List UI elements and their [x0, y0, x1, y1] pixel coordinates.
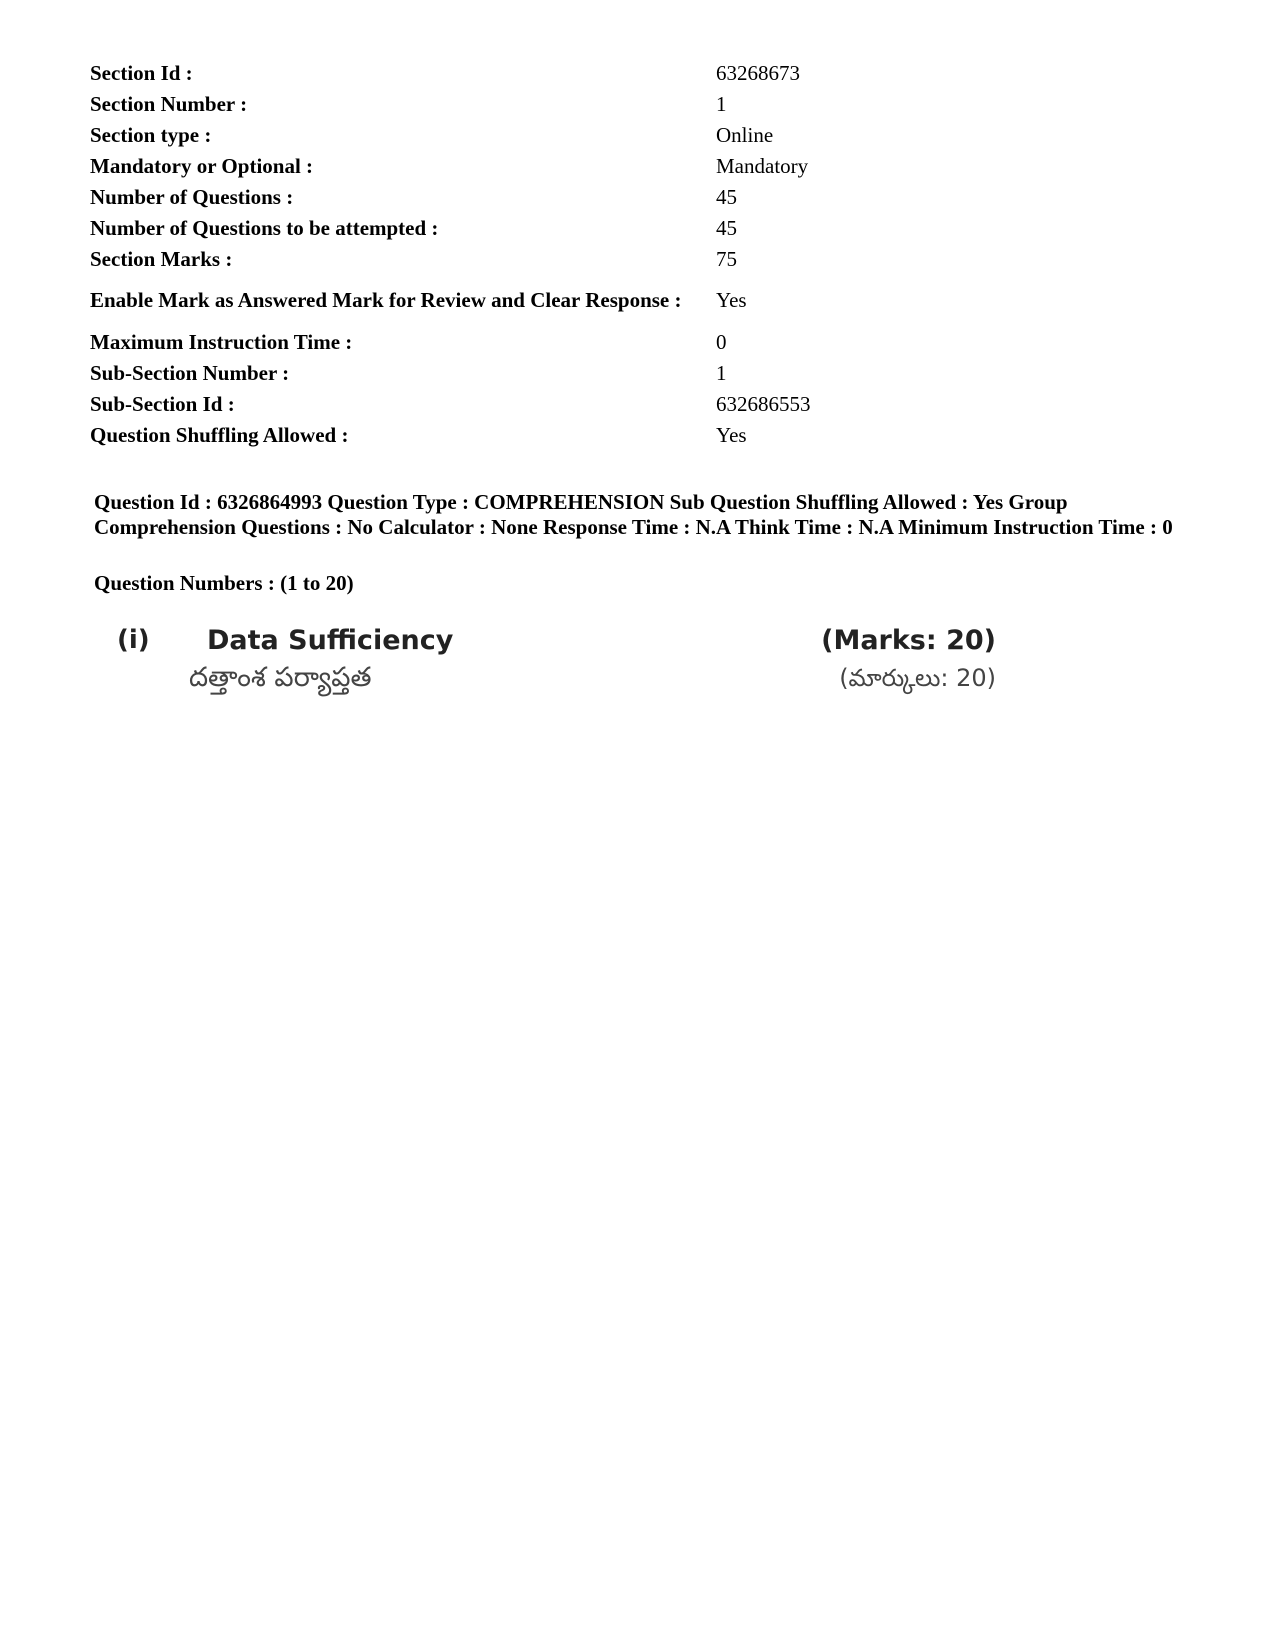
detail-label: Mandatory or Optional : [90, 153, 314, 178]
detail-value: Mandatory [716, 153, 809, 178]
detail-label: Section Number : [90, 91, 248, 116]
detail-label: Enable Mark as Answered Mark for Review and Clear Response : [90, 288, 682, 312]
detail-label: Sub-Section Id : [90, 391, 235, 416]
detail-row [90, 119, 1190, 150]
detail-value: 1 [716, 91, 727, 116]
detail-row [90, 212, 1190, 243]
detail-value: 45 [716, 184, 737, 209]
detail-value: Yes [716, 288, 747, 312]
detail-value: Online [716, 122, 774, 147]
detail-label: Number of Questions to be attempted : [90, 215, 439, 240]
detail-value: 45 [716, 215, 737, 240]
detail-row [90, 388, 1190, 419]
detail-label: Number of Questions : [90, 184, 294, 209]
detail-label: Sub-Section Number : [90, 360, 290, 385]
detail-row [90, 181, 1190, 212]
section-marks-telugu: (మార్కులు: 20) [839, 664, 996, 692]
detail-label: Maximum Instruction Time : [90, 329, 353, 354]
detail-value: 63268673 [716, 60, 800, 85]
detail-row [90, 88, 1190, 119]
detail-label: Section Id : [90, 60, 193, 85]
section-details-table [90, 57, 1190, 450]
detail-value: 0 [716, 329, 727, 354]
detail-row [90, 150, 1190, 181]
detail-label: Question Shuffling Allowed : [90, 422, 349, 447]
section-roman-numeral: (i) [117, 625, 150, 655]
section-title-telugu: దత్తాంశ పర్యాప్తత [189, 662, 372, 693]
question-numbers: Question Numbers : (1 to 20) [94, 571, 354, 595]
detail-label: Section Marks : [90, 246, 233, 271]
detail-value: 75 [716, 246, 737, 271]
section-title: Data Sufficiency [207, 625, 454, 656]
section-marks: (Marks: 20) [821, 625, 996, 656]
section-heading [94, 615, 1014, 695]
question-info: Question Id : 6326864993 Question Type : COMPREHENSION Sub Question Shuffling Allowed : Yes Group Comprehension Questions : No Calculator : None Response Time : N.A Think Time : N.A Minimum Instruction Time : 0 [94, 490, 1173, 539]
detail-row [90, 57, 1190, 88]
detail-value: 1 [716, 360, 727, 385]
detail-row [90, 419, 1190, 450]
detail-row [90, 357, 1190, 388]
detail-value: 632686553 [716, 391, 811, 416]
detail-row [90, 326, 1190, 357]
detail-row [90, 274, 1190, 326]
detail-label: Section type : [90, 122, 212, 147]
detail-row [90, 243, 1190, 274]
detail-value: Yes [716, 422, 747, 447]
